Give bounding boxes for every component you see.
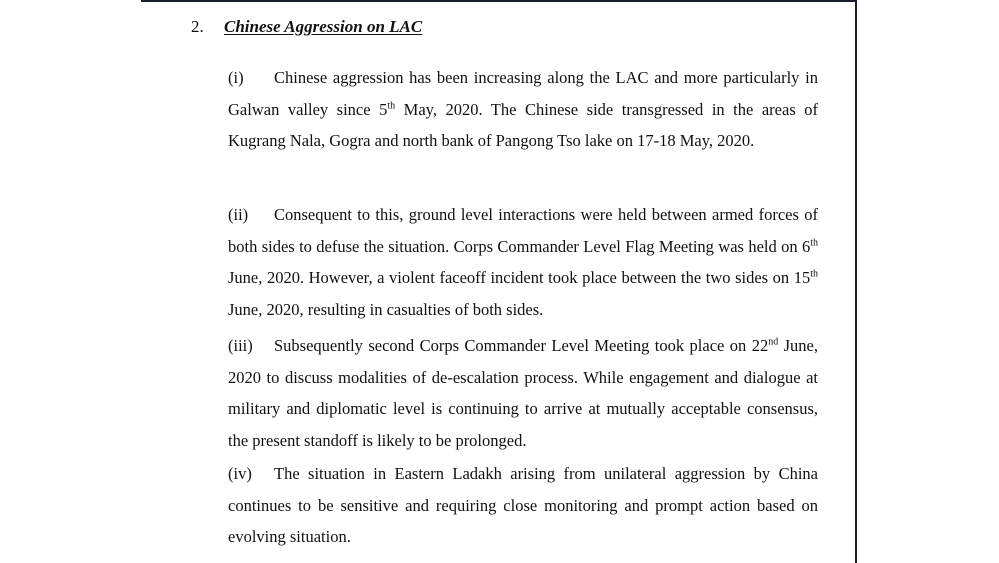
ordinal-suffix: th [387,100,396,111]
paragraph-label: (ii) [228,205,249,224]
paragraph-label: (i) [228,68,244,87]
paragraph-i [228,62,818,157]
page-top-border [141,0,857,2]
section-heading [191,17,422,37]
paragraph-iii [228,330,818,456]
paragraph-text: May, 2020. The Chinese side transgressed in the areas of Kugrang Nala, Gogra and north bank of Pangong Tso lake on 17-18 May, 2020. [228,99,818,150]
paragraph-ii [228,199,818,325]
paragraph-text: Chinese aggression has been increasing along the LAC and more particularly in Galwan valley since 5 [228,68,818,119]
paragraph-text: The situation in Eastern Ladakh arising from unilateral aggression by China continues to be sensitive and requiring close monitoring and prompt action based on evolving situation. [228,464,818,546]
ordinal-suffix: th [810,237,818,248]
paragraph-label: (iii) [228,336,253,355]
paragraph-iv [228,458,818,553]
paragraph-label: (iv) [228,464,252,483]
ordinal-suffix: th [810,268,818,280]
section-number: 2. [191,17,204,36]
section-title: Chinese Aggression on LAC [224,17,423,36]
ordinal-suffix: nd [768,336,779,348]
paragraph-text: June, 2020. However, a violent faceoff incident took place between the two sides on 15 [228,268,811,287]
page-right-border [855,0,857,563]
paragraph-text: Consequent to this, ground level interactions were held between armed forces of both sides to defuse the situation. Corps Commander Level Flag Meeting was held on 6 [228,205,818,256]
paragraph-text: June, 2020, resulting in casualties of both sides. [228,299,544,319]
paragraph-text: Subsequently second Corps Commander Level Meeting took place on 22 [274,336,769,355]
paragraph-text: June, 2020 to discuss modalities of de-escalation process. While engagement and dialogue at military and diplomatic level is continuing to arrive at mutually acceptable consensus, the present standoff is likely to be prolonged. [228,336,818,450]
